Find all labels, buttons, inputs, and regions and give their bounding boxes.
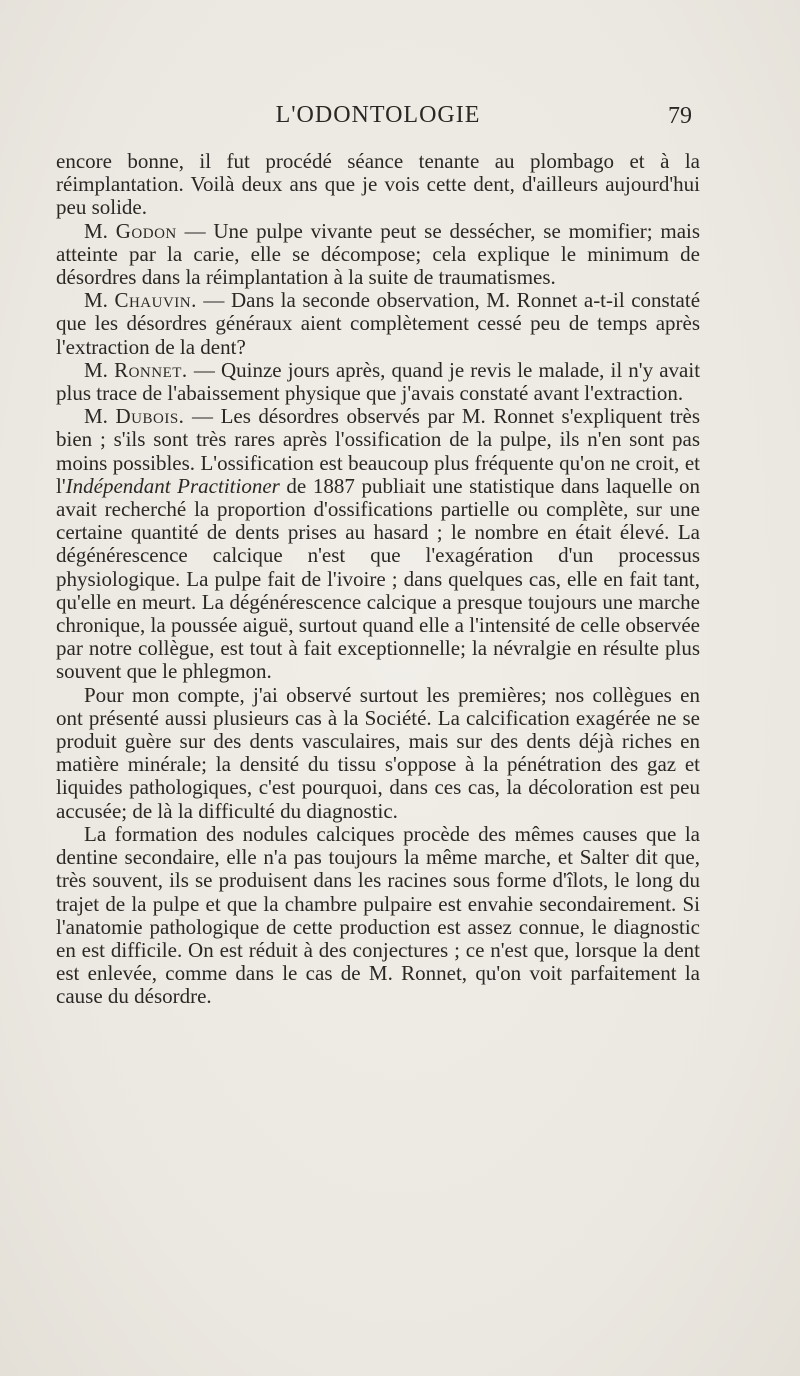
speaker-name: Chauvin. xyxy=(114,288,197,313)
paragraph-text: La formation des nodules calciques procède des mêmes causes que la dentine secondaire, elle n'a pas toujours la même marche, et Salter dit que, très souvent, ils se produisent dans les racines sous forme d'îlots, le long du trajet de la pulpe et que la chambre pulpaire est envahie secondairement. Si l'anatomie pathologique de cette production est assez connue, le diagnostic en est difficile. On est réduit à des conjectures ; ce n'est que, lorsque la dent est enlevée, comme dans le cas de M. Ronnet, qu'on voit parfaitement la cause du désordre. xyxy=(56,821,700,1009)
speaker-prefix: M. xyxy=(84,218,108,243)
paragraph-text: Pour mon compte, j'ai observé surtout les premières; nos collègues en ont présenté aussi plusieurs cas à la Société. La calcification exagérée ne se produit guère sur des dents vasculaires, mais sur des dents déjà riches en matière minérale; la densité du tissu s'oppose à la pénétration des gaz et liquides pathologiques, c'est pourquoi, dans ces cas, la décoloration est peu accusée; de là la difficulté du diagnostic. xyxy=(56,682,700,823)
page-number: 79 xyxy=(668,103,692,129)
speaker-name: Godon xyxy=(115,218,177,243)
paragraph-text: Dans la seconde observation, M. Ronnet a-t-il constaté que les désordres généraux aient complètement cessé peu de temps après l'extraction de la dent? xyxy=(56,288,701,359)
speaker-prefix: M. xyxy=(84,404,108,429)
journal-title: Indépendant Practitioner xyxy=(65,473,280,498)
speaker-dash: — xyxy=(192,404,213,429)
paragraph-dubois xyxy=(56,405,700,683)
speaker-dash: — xyxy=(184,218,206,243)
speaker-dash: — xyxy=(203,288,225,313)
paragraph-formation xyxy=(56,823,700,1009)
paragraph-text: Les désordres observés par M. Ronnet s'expliquent très bien ; s'ils sont très rares après l'ossification de la pulpe, ils n'en sont pas moins possibles. L'ossification est beaucoup plus fréquente qu'on ne croit, et l' xyxy=(56,404,701,498)
paragraph-continuation xyxy=(56,150,700,220)
speaker-dash: — xyxy=(193,357,215,382)
paragraph-text: Quinze jours après, quand je revis le malade, il n'y avait plus trace de l'abaissement physique que j'avais constaté avant l'extraction. xyxy=(56,357,701,406)
paragraph-text: Une pulpe vivante peut se dessécher, se momifier; mais atteinte par la carie, elle se décompose; cela explique le minimum de désordres dans la réimplantation à la suite de traumatismes. xyxy=(56,218,701,290)
paragraph-ronnet xyxy=(56,359,700,405)
body-text xyxy=(56,150,700,1009)
page-header xyxy=(56,100,700,134)
speaker-name: Dubois. xyxy=(115,404,185,429)
paragraph-godon xyxy=(56,220,700,290)
paragraph-pour-mon-compte xyxy=(56,684,700,823)
speaker-prefix: M. xyxy=(84,288,108,313)
paragraph-text: encore bonne, il fut procédé séance tenante au plombago et à la réimplantation. Voilà deux ans que je vois cette dent, d'ailleurs aujourd'hui peu solide. xyxy=(56,149,700,220)
paragraph-text-continued: de 1887 publiait une statistique dans laquelle on avait recherché la proportion d'ossifications partielle ou complète, sur une certaine quantité de dents prises au hasard ; le nombre en était élevé. La dégénérescence calcique n'est que l'exagération d'un processus physiologique. La pulpe fait de l'ivoire ; dans quelques cas, elle en fait tant, qu'elle en meurt. La dégénérescence calcique a presque toujours une marche chronique, la poussée aiguë, surtout quand elle a l'intensité de celle observée par notre collègue, est tout à fait exceptionnelle; la névralgie en résulte plus souvent que le phlegmon. xyxy=(56,473,700,684)
running-title: L'ODONTOLOGIE xyxy=(275,102,481,128)
paragraph-chauvin xyxy=(56,289,700,359)
speaker-prefix: M. xyxy=(84,357,108,382)
speaker-name: Ronnet. xyxy=(114,357,188,382)
